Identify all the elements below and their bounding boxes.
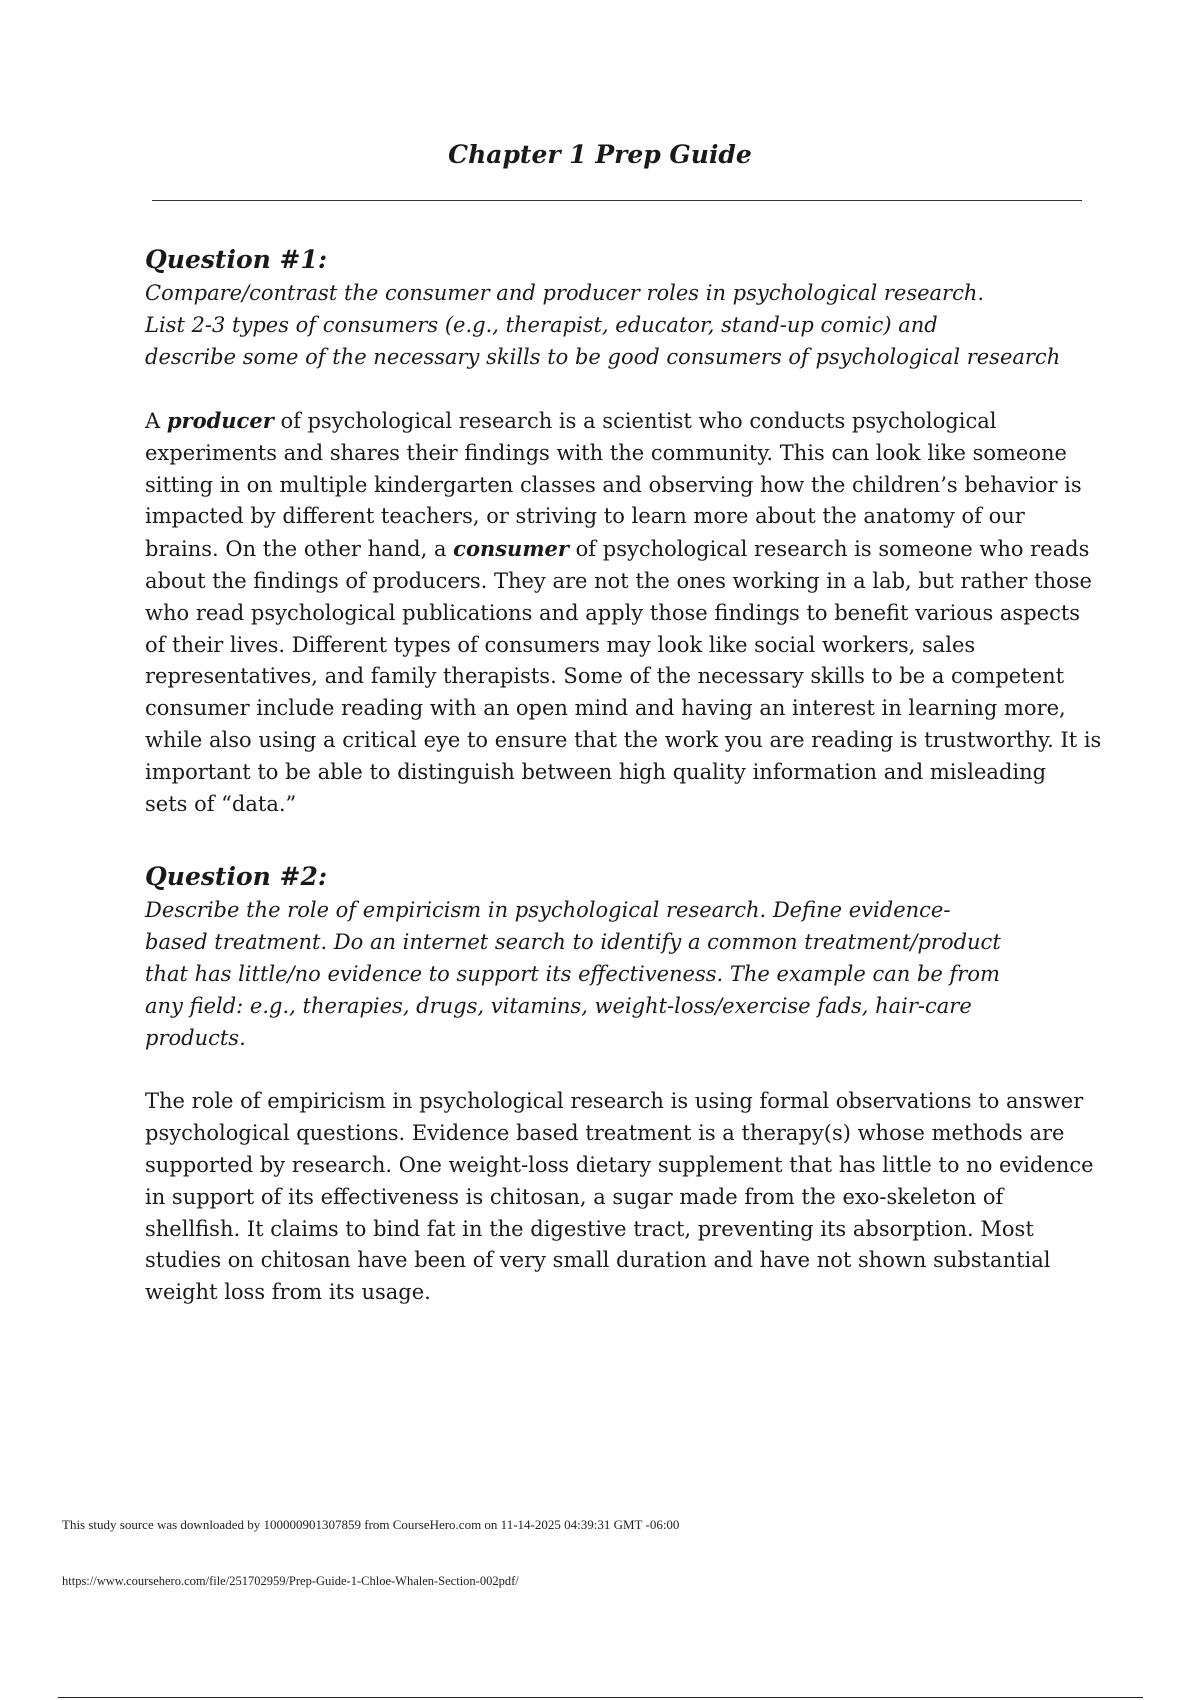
term-producer: producer — [166, 408, 274, 433]
prompt-line: Describe the role of empiricism in psychological research. Define evidence- — [145, 898, 951, 923]
answer-line: of their lives. Different types of consumers may look like social workers, sales — [145, 632, 976, 657]
answer-line: consumer include reading with an open mind and having an interest in learning more, — [145, 696, 1066, 721]
title-divider — [152, 200, 1082, 201]
prompt-line: any field: e.g., therapies, drugs, vitamins, weight-loss/exercise fads, hair-care — [145, 994, 972, 1019]
answer-line: representatives, and family therapists. Some of the necessary skills to be a competent — [145, 664, 1065, 689]
question-2-heading: Question #2: — [145, 862, 328, 892]
answer-line: studies on chitosan have been of very small duration and have not shown substantial — [145, 1248, 1051, 1273]
prompt-line: Compare/contrast the consumer and producer roles in psychological research. — [145, 281, 985, 305]
download-notice: This study source was downloaded by 100000901307859 from CourseHero.com on 11-14-2025 04:39:31 GMT -06:00 — [62, 1517, 680, 1532]
prompt-line: products. — [145, 1026, 246, 1051]
question-1-heading: Question #1: — [145, 245, 328, 274]
question-2-answer — [145, 1086, 1095, 1309]
answer-line: who read psychological publications and apply those findings to benefit various aspects — [145, 600, 1081, 625]
prompt-line: based treatment. Do an internet search to identify a common treatment/product — [145, 930, 1001, 955]
prompt-line: describe some of the necessary skills to be good consumers of psychological research — [145, 345, 1061, 369]
answer-line: A producer of psychological research is a scientist who conducts psychological — [145, 408, 997, 433]
answer-line: shellfish. It claims to bind fat in the digestive tract, preventing its absorption. Most — [145, 1216, 1034, 1241]
answer-line: sitting in on multiple kindergarten classes and observing how the children’s behavior is — [145, 472, 1082, 497]
question-2-section — [145, 860, 1095, 1309]
answer-line: impacted by different teachers, or striving to learn more about the anatomy of our — [145, 504, 1025, 529]
question-1-prompt — [145, 277, 1095, 373]
question-1-answer — [145, 405, 1102, 820]
answer-line: while also using a critical eye to ensure that the work you are reading is trustworthy. It is — [145, 727, 1102, 752]
answer-line: The role of empiricism in psychological research is using formal observations to answer — [145, 1089, 1084, 1114]
answer-line: experiments and shares their findings with the community. This can look like someone — [145, 440, 1067, 465]
answer-line: about the findings of producers. They are not the ones working in a lab, but rather those — [145, 568, 1092, 593]
source-url[interactable]: https://www.coursehero.com/file/251702959/Prep-Guide-1-Chloe-Whalen-Section-002pdf/ — [62, 1574, 519, 1588]
answer-line: weight loss from its usage. — [145, 1280, 431, 1305]
prompt-line: List 2-3 types of consumers (e.g., therapist, educator, stand-up comic) and — [145, 313, 938, 337]
page-title: Chapter 1 Prep Guide — [448, 140, 752, 169]
answer-line: psychological questions. Evidence based treatment is a therapy(s) whose methods are — [145, 1121, 1065, 1146]
document-body — [145, 243, 1102, 1309]
answer-line: sets of “data.” — [145, 791, 297, 816]
question-1-section — [145, 243, 1102, 820]
question-2-prompt — [145, 894, 1095, 1054]
prompt-line: that has little/no evidence to support its effectiveness. The example can be from — [145, 962, 1000, 987]
answer-line: important to be able to distinguish between high quality information and misleading — [145, 759, 1047, 784]
answer-line: supported by research. One weight-loss dietary supplement that has little to no evidence — [145, 1152, 1094, 1177]
answer-line: in support of its effectiveness is chitosan, a sugar made from the exo-skeleton of — [145, 1184, 1004, 1209]
term-consumer: consumer — [453, 536, 569, 562]
answer-line: brains. On the other hand, a consumer of psychological research is someone who reads — [145, 536, 1090, 562]
bottom-divider — [58, 1697, 1143, 1698]
